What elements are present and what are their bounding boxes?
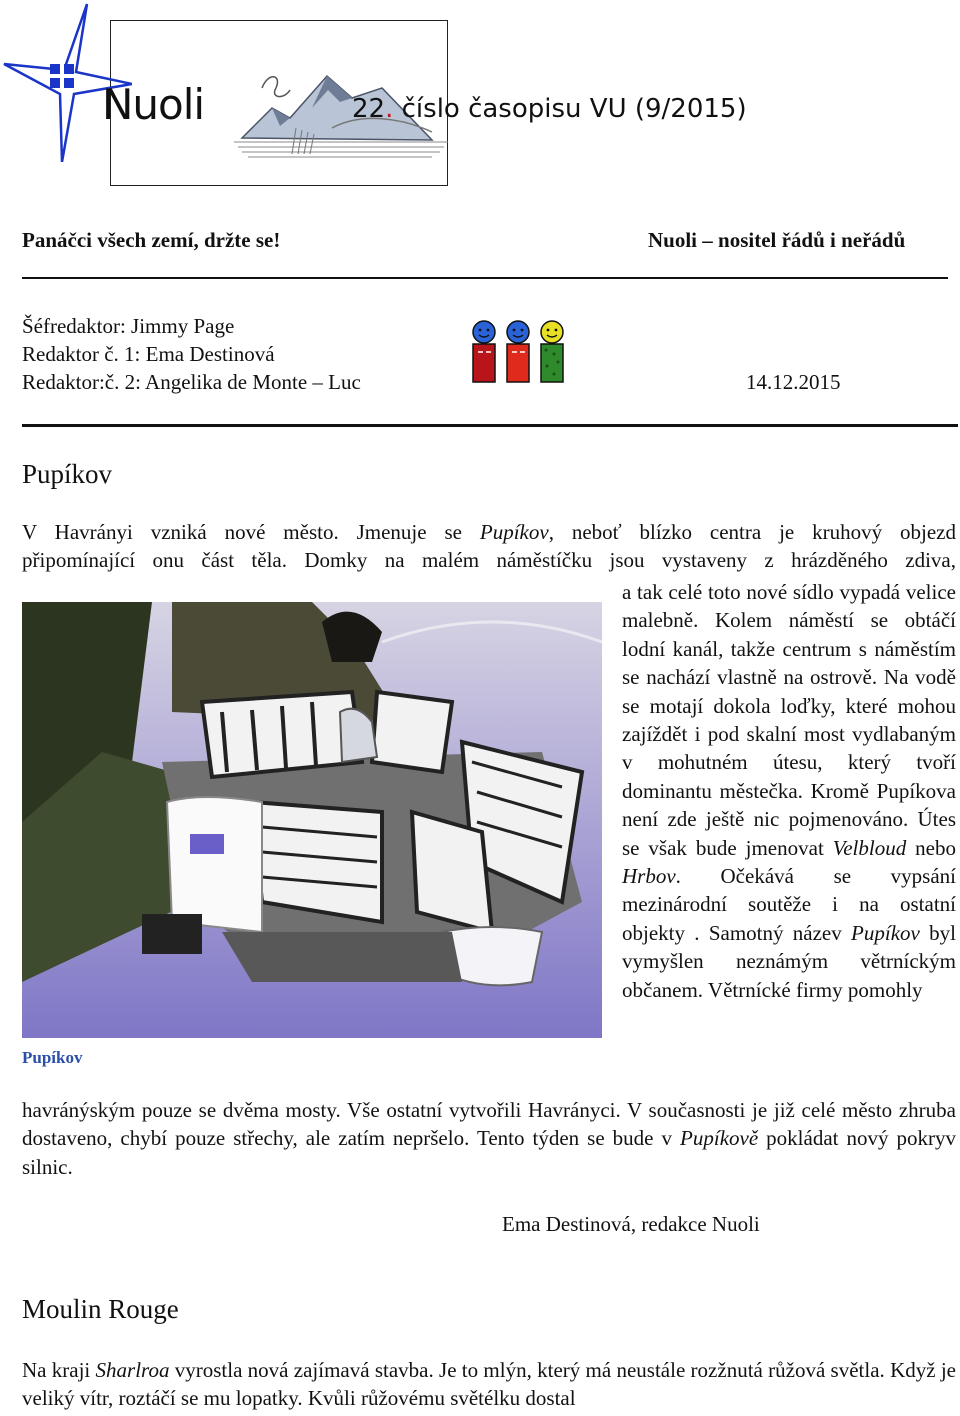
editor-1: Redaktor č. 1: Ema Destinová xyxy=(22,342,275,366)
article1-signature: Ema Destinová, redakce Nuoli xyxy=(502,1212,760,1236)
bottom-italic-pupikove: Pupíkově xyxy=(680,1126,759,1151)
slogan-left: Panáčci všech zemí, držte se! xyxy=(22,228,281,252)
side-italic-pupikov: Pupíkov xyxy=(851,920,920,945)
slogan-right: Nuoli – nositel řádů i neřádů xyxy=(648,228,906,252)
issue-date: 14.12.2015 xyxy=(746,370,841,394)
intro-italic-pupikov: Pupíkov xyxy=(479,520,549,544)
section-rule xyxy=(22,424,958,427)
issue-label xyxy=(352,94,747,124)
issue-number: 22 xyxy=(352,94,386,124)
side-text-2: nebo xyxy=(906,835,956,860)
intro-text-a: V Havrányi vzniká nové město. Jmenuje se xyxy=(22,520,480,544)
side-text-1: a tak celé toto nové sídlo vypadá velice malebně. Kolem náměstí se obtáčí lodní kanál, takže centrum s náměstím se nachází vlastně na ostrově. Na vodě se motají dokola loďky, které mohou zajíždět i pod skalní most vydlabaným v mohutném útesu, který tvoří dominantu městečka. Kromě Pupíkova není zde ještě nic pojmenováno. Útes se však bude jmenovat xyxy=(622,580,956,860)
chief-editor: Šéfredaktor: Jimmy Page xyxy=(22,314,235,338)
bottom-text-2: pokládat nový pokryv silnic. xyxy=(22,1126,957,1179)
intro-line-2: připomínající onu část těla. Domky na malém náměstíčku jsou vystaveny z hrázděného zdiva, xyxy=(22,548,956,573)
header-rule xyxy=(22,277,948,279)
side-italic-velbloud: Velbloud xyxy=(832,835,907,860)
three-figures-logo xyxy=(470,320,570,384)
bottom-text-1: havránýským pouze se dvěma mosty. Vše ostatní vytvořili Havrányci. V současnosti je již celé město zhruba dostaveno, chybí pouze střechy, ale zatím nepršelo. Tento týden se bude v xyxy=(22,1098,956,1151)
article1-side-text xyxy=(622,578,956,1004)
article-heading-moulin-rouge: Moulin Rouge xyxy=(22,1294,179,1324)
side-text-3: . Očekává se vypsání mezinárodní soutěže i na ostatní objekty . Samotný název xyxy=(622,864,956,945)
issue-dot: . xyxy=(385,94,394,124)
side-italic-hrbov: Hrbov xyxy=(622,864,676,889)
photo-caption: Pupíkov xyxy=(22,1048,83,1067)
intro-line-1 xyxy=(22,518,956,546)
intro-text-b: , neboť blízko centra je kruhový objezd xyxy=(548,520,957,544)
a2-text-1: Na kraji xyxy=(22,1358,96,1382)
pupikov-model-photo xyxy=(22,602,602,1038)
article1-bottom-text xyxy=(22,1096,956,1181)
side-text-4: byl vymyšlen neznámým větrníckým občanem. Větrnícké firmy pomohly xyxy=(622,920,956,1002)
masthead-title: Nuoli xyxy=(102,80,205,129)
article-heading-pupikov: Pupíkov xyxy=(22,459,113,489)
issue-rest: číslo časopisu VU (9/2015) xyxy=(393,94,747,124)
article1-intro xyxy=(22,518,956,575)
a2-italic-sharlroa: Sharlroa xyxy=(95,1358,170,1382)
editor-2: Redaktor:č. 2: Angelika de Monte – Luc xyxy=(22,370,361,394)
article2-text xyxy=(22,1356,956,1413)
a2-text-2: vyrostla nová zajímavá stavba. Je to mlýn, který má neustále rozžnutá růžová světla. Když je veliký vítr, roztáčí se mu lopatky. Kvůli růžovému světélku dostal xyxy=(22,1358,956,1411)
